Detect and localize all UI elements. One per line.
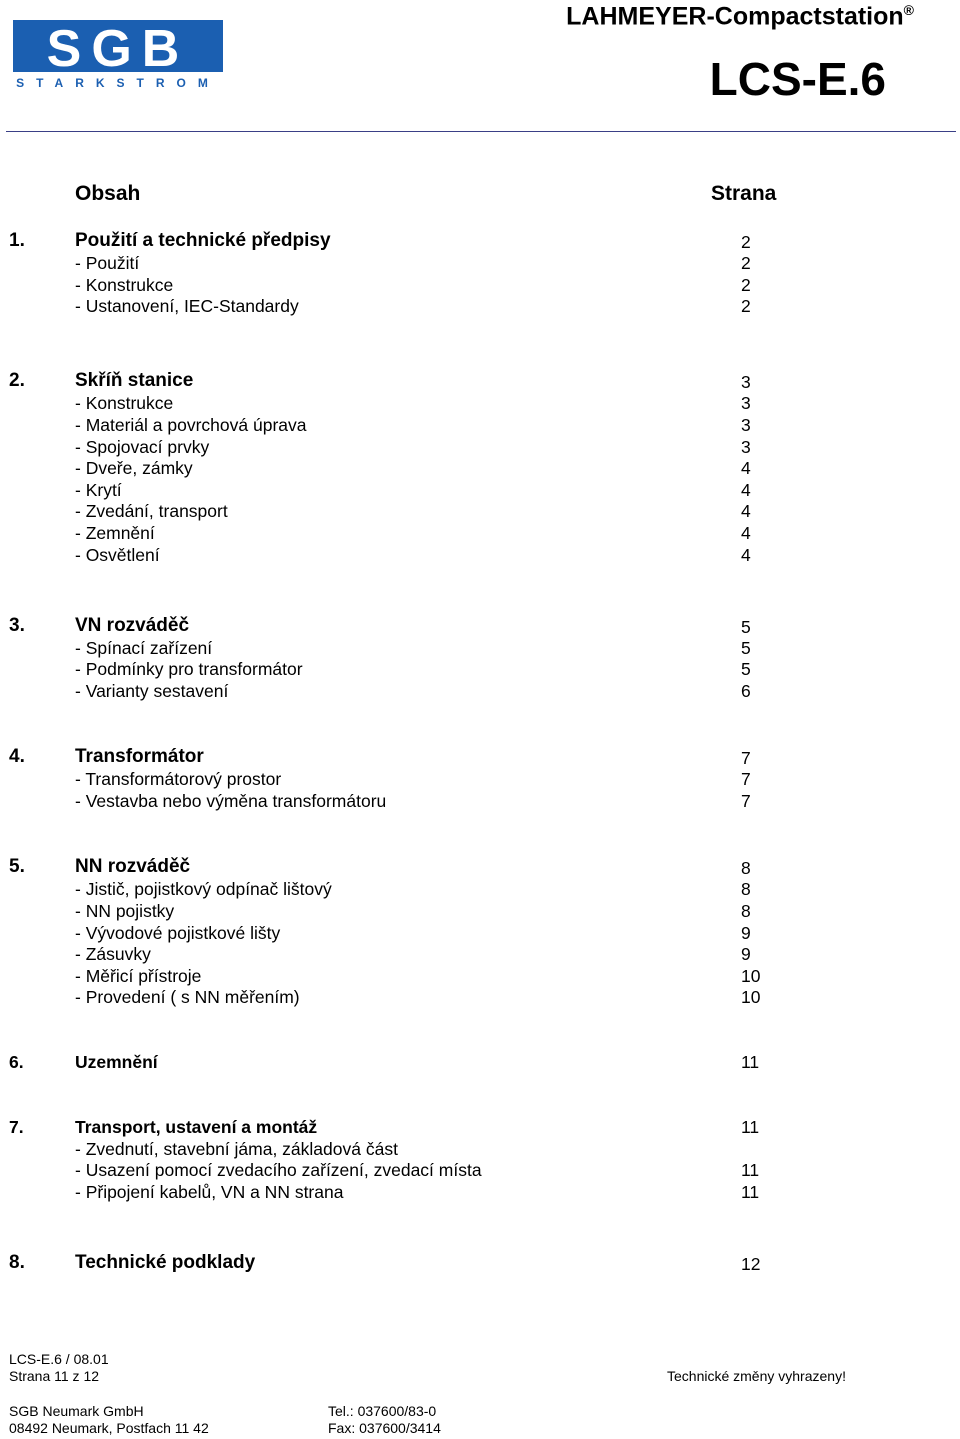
model-name: LCS-E.6 <box>709 53 886 105</box>
toc-item-page: 7 <box>741 769 751 789</box>
toc-item: - Podmínky pro transformátor <box>75 659 303 679</box>
toc-item-page: 10 <box>741 987 761 1007</box>
toc-item: - Provedení ( s NN měřením) <box>75 987 300 1007</box>
section-number: 4. <box>9 746 25 767</box>
toc-item: - Materiál a povrchová úprava <box>75 415 307 435</box>
toc-item-page: 10 <box>741 966 761 986</box>
toc-item-page: 2 <box>741 296 751 316</box>
toc-item-page: 8 <box>741 879 751 899</box>
fax-number: Fax: 037600/3414 <box>328 1420 441 1436</box>
section-number: 8. <box>9 1252 25 1273</box>
toc-item-page: 6 <box>741 681 751 701</box>
toc-item: - NN pojistky <box>75 901 175 921</box>
phone-number: Tel.: 037600/83-0 <box>328 1403 437 1419</box>
section-title: VN rozváděč <box>75 615 190 636</box>
section-page: 11 <box>741 1117 760 1137</box>
registered-mark: ® <box>903 2 914 18</box>
toc-item: - Zvedání, transport <box>75 501 228 521</box>
toc-item-page: 5 <box>741 638 751 658</box>
toc-item: - Spojovací prvky <box>75 437 210 457</box>
section-title: Použití a technické předpisy <box>75 230 331 251</box>
company-address: 08492 Neumark, Postfach 11 42 <box>9 1420 209 1436</box>
toc-item-page: 9 <box>741 923 751 943</box>
toc-item-page: 4 <box>741 523 751 543</box>
section-title: Transport, ustavení a montáž <box>75 1117 318 1137</box>
toc-item: - Osvětlení <box>75 545 160 565</box>
header-divider <box>6 131 956 132</box>
toc-item-page: 4 <box>741 545 751 565</box>
toc-item: - Měřicí přístroje <box>75 966 202 986</box>
section-page: 2 <box>741 232 751 252</box>
toc-item-page: 2 <box>741 275 751 295</box>
section-title: Transformátor <box>75 746 204 767</box>
toc-item: - Varianty sestavení <box>75 681 229 701</box>
section-page: 7 <box>741 748 751 768</box>
toc-item: - Dveře, zámky <box>75 458 193 478</box>
section-number: 5. <box>9 856 25 877</box>
toc-item-page: 7 <box>741 791 751 811</box>
toc-item: - Konstrukce <box>75 393 174 413</box>
section-title: Technické podklady <box>75 1252 256 1273</box>
toc-item: - Usazení pomocí zvedacího zařízení, zvedací místa <box>75 1160 482 1180</box>
section-page: 12 <box>741 1254 761 1274</box>
toc-item: - Vývodové pojistkové lišty <box>75 923 281 943</box>
toc-item-page: 4 <box>741 501 751 521</box>
logo-subtext: STARKSTROM <box>16 76 220 90</box>
toc-item: - Zemnění <box>75 523 155 543</box>
section-title: Uzemnění <box>75 1052 158 1072</box>
section-title: NN rozváděč <box>75 856 191 877</box>
toc-item-page: 3 <box>741 437 751 457</box>
section-title: Skříň stanice <box>75 370 194 391</box>
toc-item: - Konstrukce <box>75 275 174 295</box>
toc-item-page: 5 <box>741 659 751 679</box>
toc-item: - Transformátorový prostor <box>75 769 282 789</box>
section-page: 8 <box>741 858 751 878</box>
toc-item-page: 8 <box>741 901 751 921</box>
section-number: 3. <box>9 615 25 636</box>
toc-item: - Vestavba nebo výměna transformátoru <box>75 791 387 811</box>
logo-text: SGB <box>46 20 190 78</box>
company-name: SGB Neumark GmbH <box>9 1403 144 1419</box>
changes-notice: Technické změny vyhrazeny! <box>667 1368 846 1384</box>
section-number: 1. <box>9 230 25 251</box>
toc-item: - Krytí <box>75 480 122 500</box>
toc-item: - Zásuvky <box>75 944 151 964</box>
section-page: 11 <box>741 1052 760 1072</box>
toc-item-page: 9 <box>741 944 751 964</box>
brand-title: LAHMEYER-Compactstation® <box>566 2 914 31</box>
toc-item-page: 4 <box>741 480 751 500</box>
toc-item-page: 3 <box>741 415 751 435</box>
section-page: 5 <box>741 617 751 637</box>
toc-item-page: 2 <box>741 253 751 273</box>
section-number: 7. <box>9 1117 24 1137</box>
page-info: Strana 11 z 12 <box>9 1368 100 1384</box>
toc-item: - Připojení kabelů, VN a NN strana <box>75 1182 344 1202</box>
page-column-heading: Strana <box>711 182 777 205</box>
sgb-logo <box>13 20 223 90</box>
toc-item-page: 11 <box>741 1182 760 1202</box>
toc-heading: Obsah <box>75 182 141 205</box>
toc-item-page: 4 <box>741 458 751 478</box>
doc-reference: LCS-E.6 / 08.01 <box>9 1351 109 1367</box>
section-number: 6. <box>9 1052 24 1072</box>
toc-item: - Použití <box>75 253 140 273</box>
toc-item: - Jistič, pojistkový odpínač lištový <box>75 879 332 899</box>
section-page: 3 <box>741 372 751 392</box>
toc-item: - Zvednutí, stavební jáma, základová část <box>75 1139 398 1159</box>
toc-item-page: 3 <box>741 393 751 413</box>
toc-item: - Spínací zařízení <box>75 638 213 658</box>
toc-item-page: 11 <box>741 1160 760 1180</box>
section-number: 2. <box>9 370 25 391</box>
toc-item: - Ustanovení, IEC-Standardy <box>75 296 299 316</box>
